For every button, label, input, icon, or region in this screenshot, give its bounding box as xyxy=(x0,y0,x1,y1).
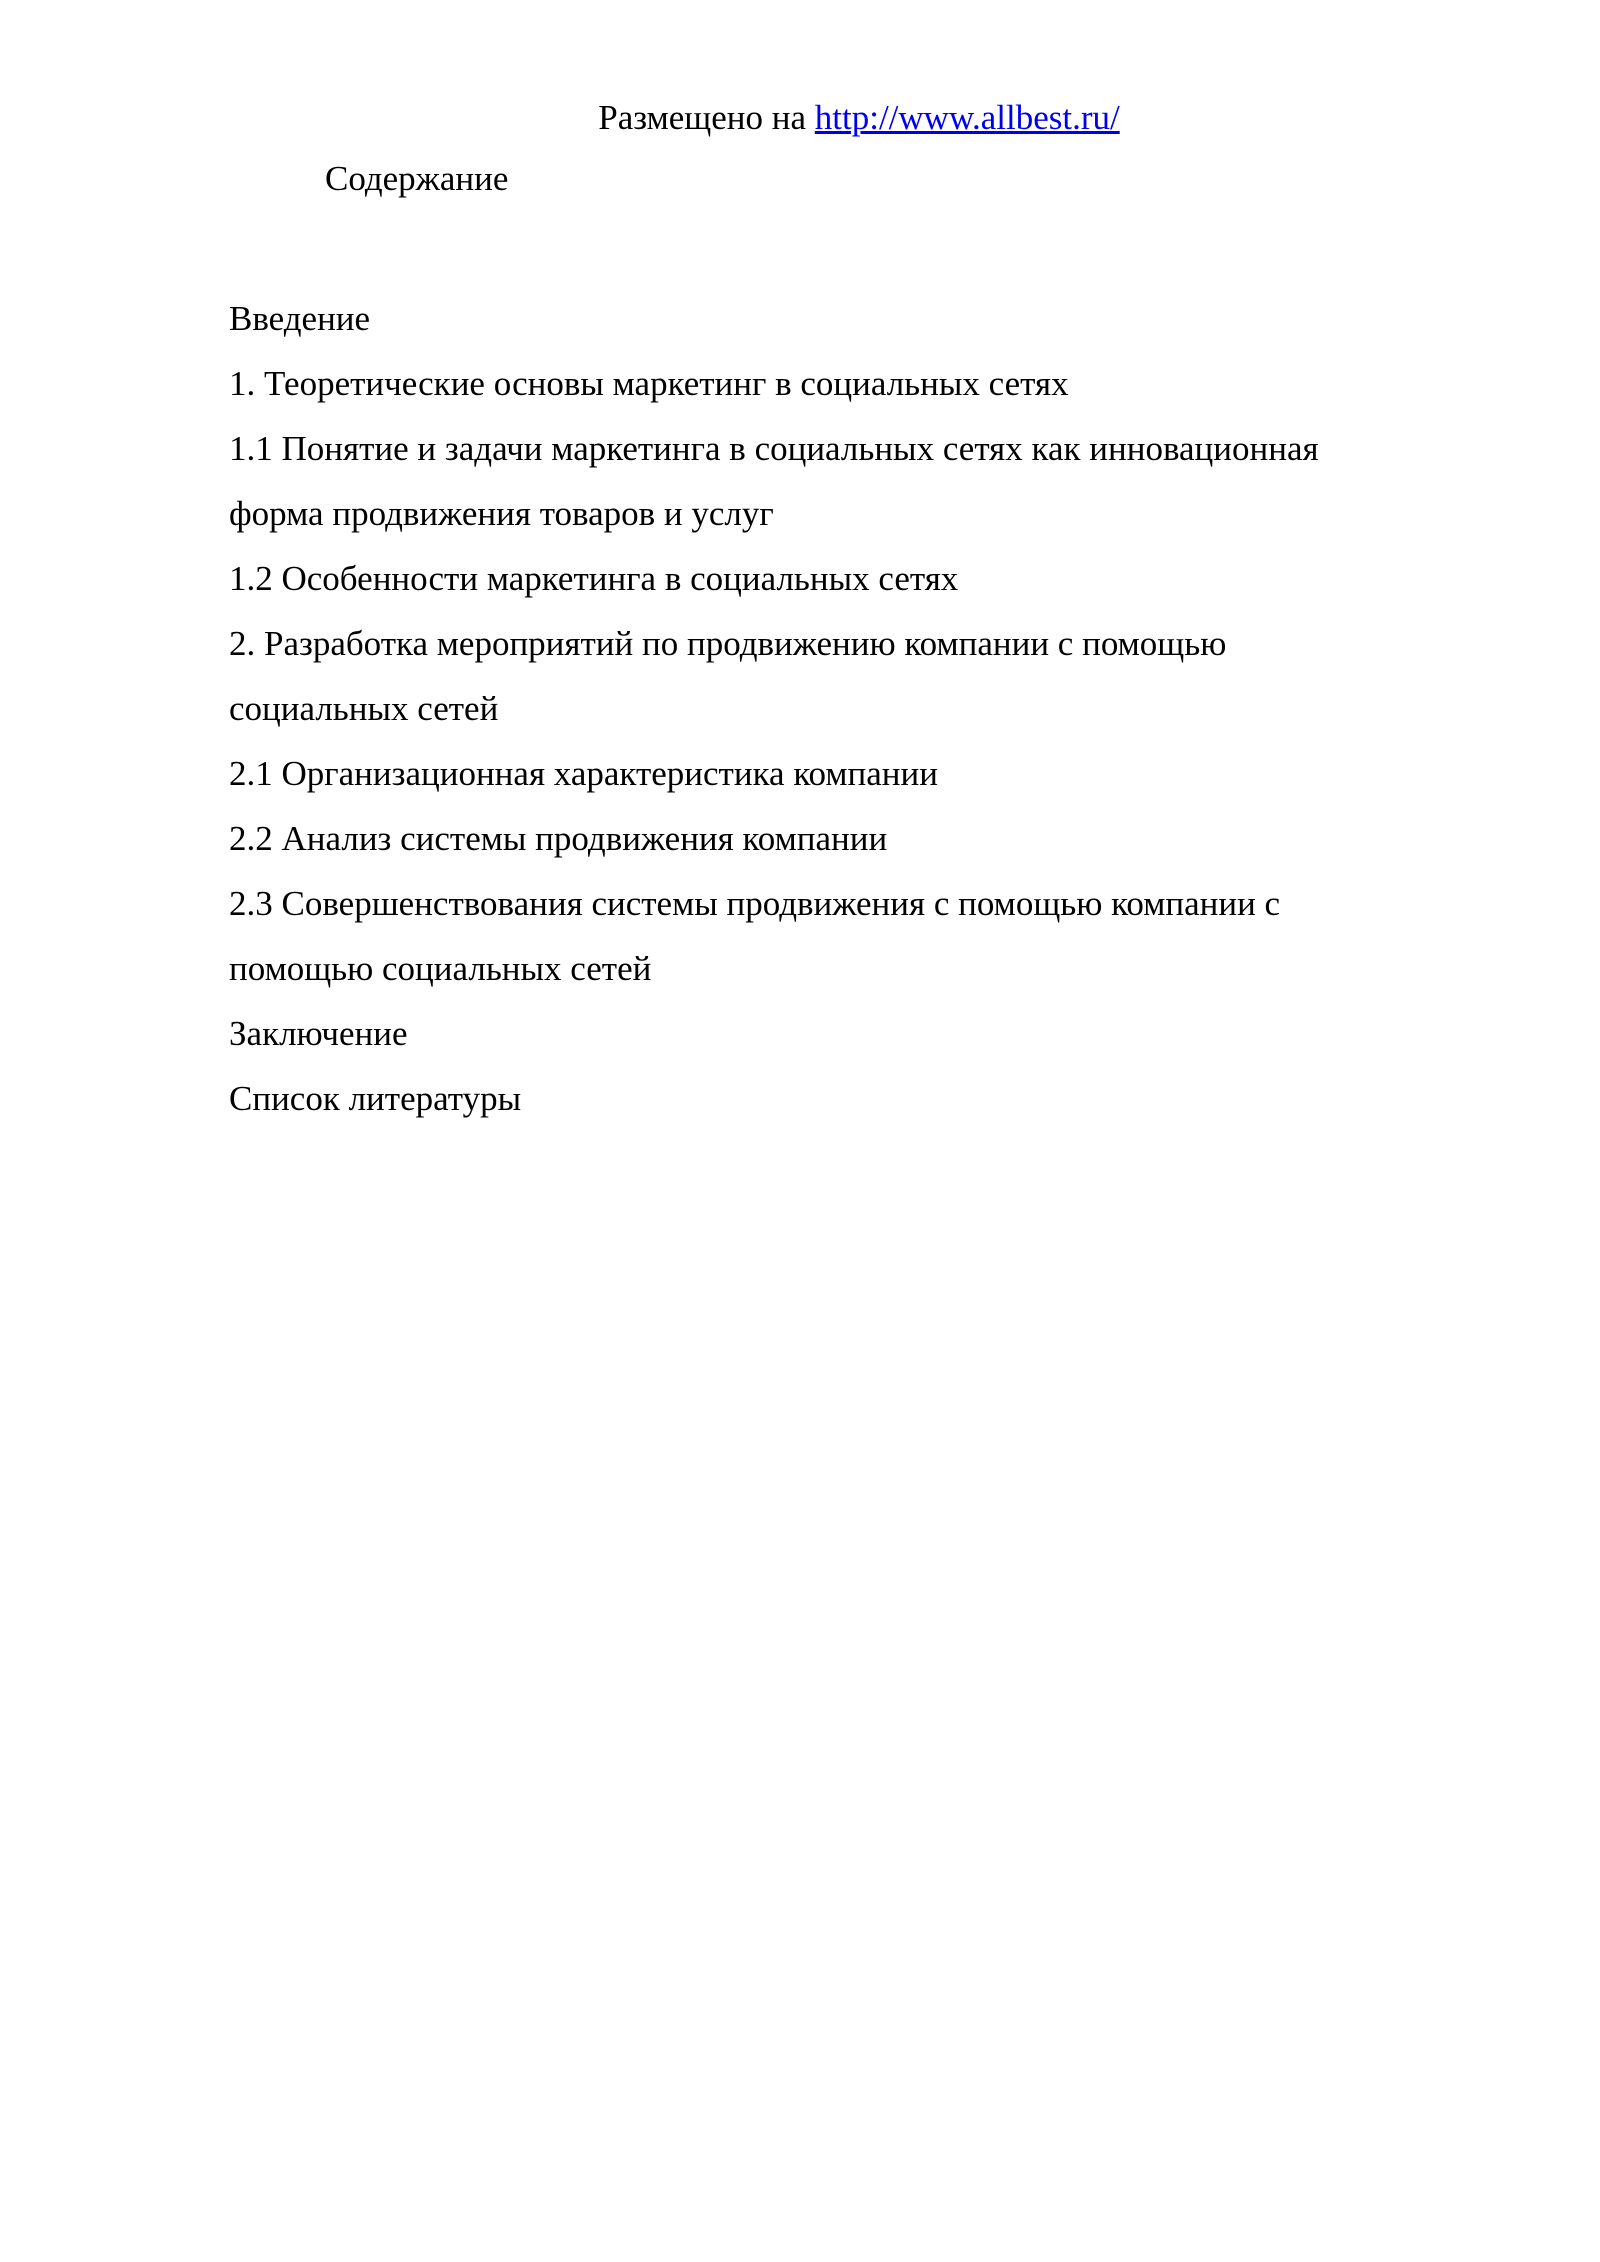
toc-line: 2.1 Организационная характеристика компании xyxy=(229,754,938,793)
toc-line: помощью социальных сетей xyxy=(229,949,652,988)
allbest-link[interactable]: http://www.allbest.ru/ xyxy=(814,98,1120,137)
toc-line: 1. Теоретические основы маркетинг в социальных сетях xyxy=(229,364,1069,403)
toc-line: 1.2 Особенности маркетинга в социальных сетях xyxy=(229,559,959,598)
table-of-contents xyxy=(229,286,1429,1131)
toc-line: форма продвижения товаров и услуг xyxy=(229,494,774,533)
toc-line: Введение xyxy=(229,299,371,338)
toc-line: 2. Разработка мероприятий по продвижению компании с помощью xyxy=(229,624,1227,663)
toc-line: Список литературы xyxy=(229,1079,522,1118)
posted-on-label: Размещено на xyxy=(598,98,815,137)
toc-title: Содержание xyxy=(325,159,509,198)
toc-line: 2.2 Анализ системы продвижения компании xyxy=(229,819,888,858)
toc-line: Заключение xyxy=(229,1014,408,1053)
toc-line: 2.3 Совершенствования системы продвижения с помощью компании с xyxy=(229,884,1281,923)
toc-line: социальных сетей xyxy=(229,689,499,728)
toc-line: 1.1 Понятие и задачи маркетинга в социальных сетях как инновационная xyxy=(229,429,1319,468)
posted-on-header xyxy=(0,96,1600,140)
